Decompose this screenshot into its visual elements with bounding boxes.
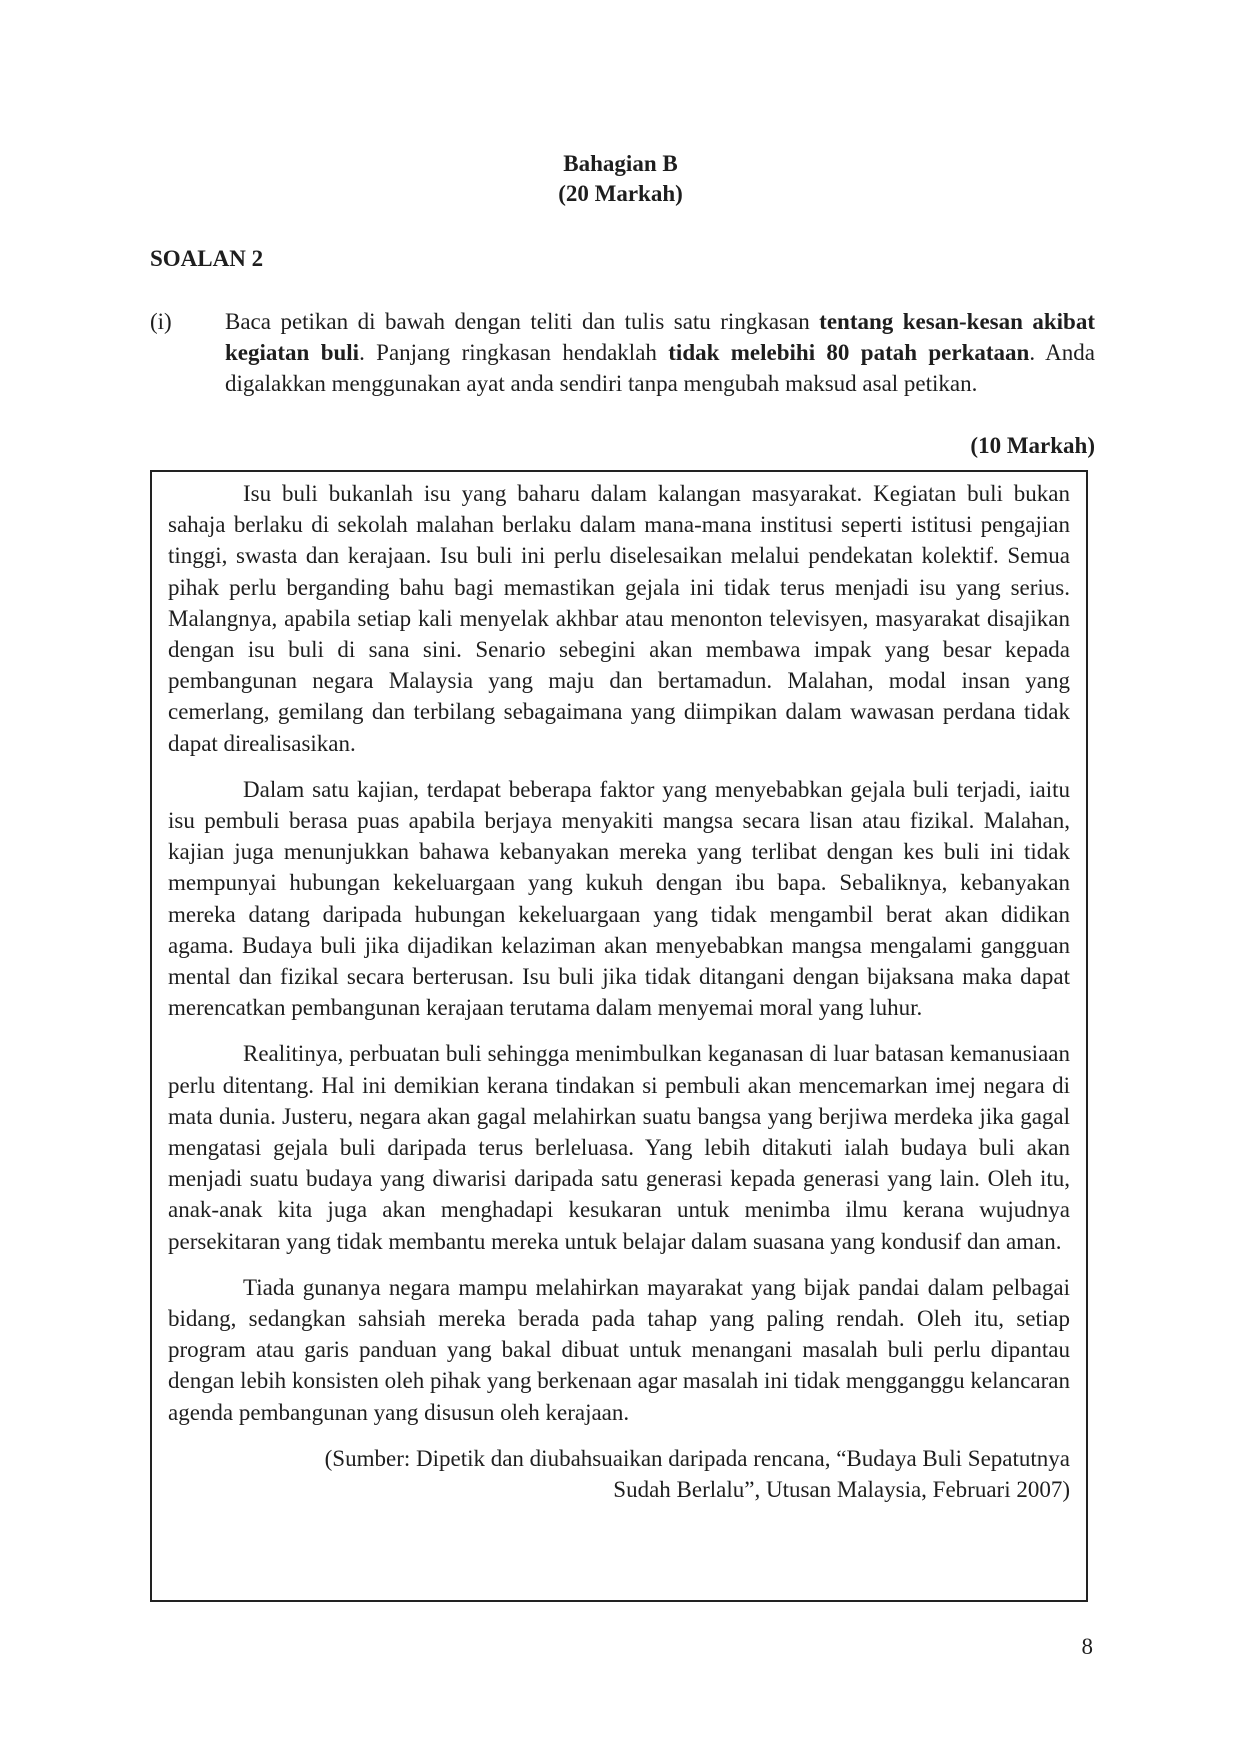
instruction-text-3: . Anda digalakkan menggunakan ayat anda sendiri tanpa mengubah maksud asal petikan. — [225, 340, 1095, 396]
passage-paragraph: Tiada gunanya negara mampu melahirkan mayarakat yang bijak pandai dalam pelbagai bidang, sedangkan sahsiah mereka berada pada tahap yang paling rendah. Oleh itu, setiap program atau garis panduan yang bakal dibuat untuk menangani masalah buli perlu dipantau dengan lebih konsisten oleh pihak yang berkenaan agar masalah ini tidak mengganggu kelancaran agenda pembangunan yang disusun oleh kerajaan. — [168, 1274, 1070, 1425]
question-instruction — [225, 306, 1095, 399]
source-line-2: Sudah Berlalu”, Utusan Malaysia, Februari 2007) — [613, 1476, 1070, 1502]
section-title: Bahagian B — [563, 151, 678, 176]
source-line-1: (Sumber: Dipetik dan diubahsuaikan daripada rencana, “Budaya Buli Sepatutnya — [324, 1445, 1070, 1471]
section-marks: (20 Markah) — [558, 181, 683, 206]
instruction-bold-1: tentang kesan-kesan akibat kegiatan buli — [225, 309, 1096, 365]
passage-paragraph: Dalam satu kajian, terdapat beberapa faktor yang menyebabkan gejala buli terjadi, iaitu isu pembuli berasa puas apabila berjaya menyakiti mangsa secara lisan atau fizikal. Malahan, kajian juga menunjukkan bahawa kebanyakan mereka yang terlibat dengan kes buli ini tidak mempunyai hubungan kekeluargaan yang kukuh dengan ibu bapa. Sebaliknya, kebanyakan mereka datang daripada hubungan kekeluargaan yang tidak mengambil berat akan didikan agama. Budaya buli jika dijadikan kelaziman akan menyebabkan mangsa mengalami gangguan mental dan fizikal secara berterusan. Isu buli jika tidak ditangani dengan bijaksana maka dapat merencatkan pembangunan kerajaan terutama dalam menyemai moral yang luhur. — [168, 776, 1070, 1021]
passage-box — [150, 470, 1088, 1602]
question-marks: (10 Markah) — [970, 433, 1095, 458]
page-number: 8 — [1081, 1634, 1093, 1659]
passage-paragraph: Isu buli bukanlah isu yang baharu dalam kalangan masyarakat. Kegiatan buli bukan sahaja berlaku di sekolah malahan berlaku dalam mana-mana institusi seperti istitusi pengajian tinggi, swasta dan kerajaan. Isu buli ini perlu diselesaikan melalui pendekatan kolektif. Semua pihak perlu berganding bahu bagi memastikan gejala ini tidak terus menjadi isu yang serius. Malangnya, apabila setiap kali menyelak akhbar atau menonton televisyen, masyarakat disajikan dengan isu buli di sana sini. Senario sebegini akan membawa impak yang besar kepada pembangunan negara Malaysia yang maju dan bertamadun. Malahan, modal insan yang cemerlang, gemilang dan terbilang sebagaimana yang diimpikan dalam wawasan perdana tidak dapat direalisasikan. — [168, 481, 1070, 756]
question-number: SOALAN 2 — [150, 246, 264, 271]
passage-paragraph: Realitinya, perbuatan buli sehingga menimbulkan keganasan di luar batasan kemanusiaan perlu ditentang. Hal ini demikian kerana tindakan si pembuli akan mencemarkan imej negara di mata dunia. Justeru, negara akan gagal melahirkan suatu bangsa yang berjiwa merdeka jika gagal mengatasi gejala buli daripada terus berleluasa. Yang lebih ditakuti ialah budaya buli akan menjadi suatu budaya yang diwarisi daripada satu generasi kepada generasi yang lain. Oleh itu, anak-anak kita juga akan menghadapi kesukaran untuk menimba ilmu kerana wujudnya persekitaran yang tidak membantu mereka untuk belajar dalam suasana yang kondusif dan aman. — [168, 1041, 1070, 1254]
passage-source — [168, 1443, 1070, 1505]
instruction-text-2: . Panjang ringkasan hendaklah — [359, 340, 669, 365]
section-header — [0, 149, 1241, 209]
instruction-text-1: Baca petikan di bawah dengan teliti dan tulis satu ringkasan — [225, 309, 820, 334]
question-part-label: (i) — [150, 309, 172, 334]
instruction-bold-2: tidak melebihi 80 patah perkataan — [668, 340, 1030, 365]
